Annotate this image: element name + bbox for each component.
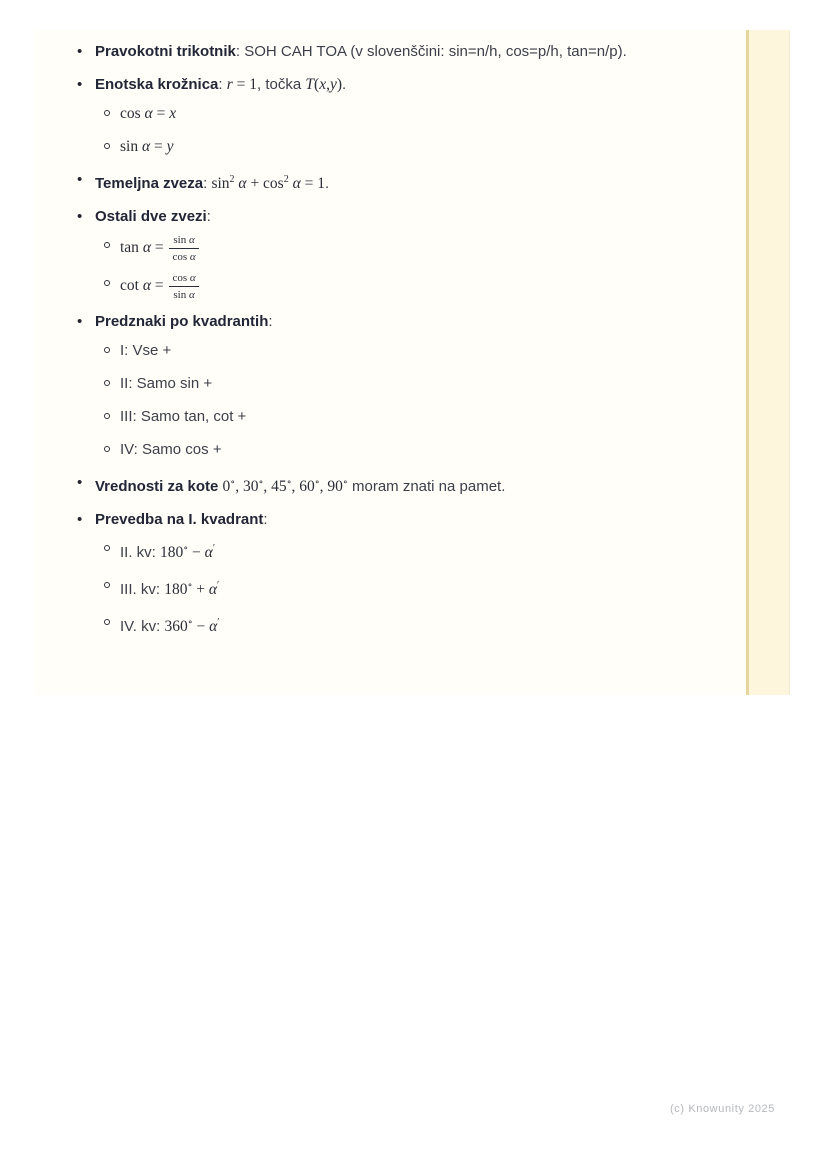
text-segment: α — [204, 544, 213, 561]
text-segment: cos — [172, 272, 190, 284]
text-segment: , točka — [257, 76, 306, 93]
text-segment: : — [263, 511, 268, 528]
text-segment: III: Samo tan, cot + — [120, 408, 247, 425]
circle-bullet-icon — [104, 347, 110, 353]
notes-list — [35, 30, 743, 646]
text-segment: IV: Samo cos + — [120, 441, 222, 458]
text-segment: , 90 — [319, 478, 343, 495]
item-text — [95, 469, 505, 500]
disc-bullet-icon: • — [77, 313, 83, 330]
item-text — [95, 506, 268, 533]
item-text — [120, 337, 171, 364]
list-item — [35, 71, 743, 98]
text-segment: 2 — [283, 174, 289, 185]
text-segment: α — [209, 618, 218, 635]
text-segment: − — [192, 618, 210, 635]
disc-bullet-icon: • — [77, 511, 83, 528]
list-item — [35, 203, 743, 230]
disc-bullet-icon: • — [77, 171, 83, 188]
item-text — [95, 38, 627, 65]
text-segment: Pravokotni trikotnik — [95, 43, 236, 60]
text-segment: α — [188, 234, 195, 246]
text-segment: = — [150, 239, 168, 256]
list-item — [35, 38, 743, 65]
text-segment: Temeljna zveza — [95, 175, 204, 192]
text-segment: α — [142, 277, 151, 294]
math-fraction — [169, 232, 198, 264]
text-segment: ) — [336, 76, 343, 93]
text-segment: α — [288, 175, 301, 192]
text-segment: 360 — [164, 618, 188, 635]
text-segment: sin — [173, 234, 189, 246]
text-segment: I: Vse + — [120, 342, 172, 359]
text-segment: Ostali dve zvezi — [95, 208, 207, 225]
sub-list-item — [35, 572, 743, 603]
disc-bullet-icon: • — [77, 76, 83, 93]
circle-bullet-icon — [104, 380, 110, 386]
item-text — [120, 370, 212, 397]
text-segment: α — [189, 251, 196, 263]
item-text — [120, 100, 176, 127]
text-segment: r — [226, 76, 233, 93]
text-segment: Enotska krožnica — [95, 76, 219, 93]
text-segment: = 1 — [232, 76, 258, 93]
item-text — [120, 232, 199, 264]
circle-bullet-icon — [104, 619, 110, 625]
text-segment: cos — [172, 251, 190, 263]
text-segment: ′ — [217, 617, 220, 628]
text-segment: . — [324, 175, 330, 192]
text-segment: = 1 — [300, 175, 325, 192]
text-segment: ∘ — [183, 543, 189, 554]
item-text — [95, 166, 329, 197]
text-segment: tan — [120, 239, 143, 256]
text-segment: = — [152, 105, 170, 122]
document-page — [35, 30, 790, 695]
text-segment: α — [208, 581, 217, 598]
sub-list-item — [35, 337, 743, 364]
item-text — [95, 71, 346, 98]
text-segment: + cos — [246, 175, 284, 192]
text-segment: sin — [211, 175, 230, 192]
text-segment: : — [218, 76, 227, 93]
text-segment: . — [342, 76, 347, 93]
text-segment: ∘ — [286, 477, 292, 488]
sub-list-item — [35, 535, 743, 566]
circle-bullet-icon — [104, 446, 110, 452]
circle-bullet-icon — [104, 413, 110, 419]
text-segment: , 60 — [291, 478, 315, 495]
circle-bullet-icon — [104, 280, 110, 286]
item-text — [120, 609, 219, 640]
text-segment: = — [150, 277, 168, 294]
text-segment: Prevedba na I. kvadrant — [95, 511, 264, 528]
text-segment: α — [142, 239, 151, 256]
text-segment: , 30 — [235, 478, 259, 495]
text-segment: x — [169, 105, 177, 122]
text-segment: 180 — [164, 581, 188, 598]
text-segment: cot — [120, 277, 143, 294]
text-segment: moram znati na pamet. — [347, 478, 506, 495]
text-segment: x — [319, 76, 327, 93]
item-text — [120, 270, 199, 302]
list-item — [35, 308, 743, 335]
item-text — [95, 308, 273, 335]
disc-bullet-icon: • — [77, 208, 83, 225]
text-segment: ′ — [212, 543, 215, 554]
circle-bullet-icon — [104, 242, 110, 248]
item-text — [120, 403, 246, 430]
list-item — [35, 166, 743, 197]
text-segment: + — [192, 581, 209, 598]
text-segment: α — [188, 289, 195, 301]
text-segment: ′ — [216, 580, 220, 591]
text-segment: ∘ — [187, 580, 193, 591]
item-text — [120, 133, 174, 160]
item-text — [95, 203, 211, 230]
text-segment: : — [268, 313, 273, 330]
sub-list-item — [35, 270, 743, 302]
disc-bullet-icon: • — [77, 474, 83, 491]
text-segment: Vrednosti za kote — [95, 478, 223, 495]
text-segment: ∘ — [314, 477, 320, 488]
item-text — [120, 436, 222, 463]
text-segment: ∘ — [187, 617, 193, 628]
text-segment: : SOH CAH TOA (v slovenščini: sin=n/h, cos=p/h, tan=n/p). — [235, 43, 627, 60]
circle-bullet-icon — [104, 582, 110, 588]
disc-bullet-icon: • — [77, 43, 83, 60]
text-segment: sin — [173, 289, 189, 301]
text-segment: ∘ — [342, 477, 348, 488]
text-segment: T — [305, 76, 315, 93]
text-segment: α — [234, 175, 247, 192]
sub-list-item — [35, 232, 743, 264]
text-segment: cos — [120, 105, 145, 122]
item-text — [120, 535, 215, 566]
highlight-stripe — [746, 30, 790, 695]
sub-list-item — [35, 370, 743, 397]
text-segment: III. kv: — [120, 581, 165, 598]
circle-bullet-icon — [104, 545, 110, 551]
text-segment: 2 — [229, 174, 235, 185]
sub-list-item — [35, 133, 743, 160]
sub-list-item — [35, 403, 743, 430]
text-segment: α — [144, 105, 153, 122]
list-item — [35, 506, 743, 533]
text-segment: ∘ — [230, 477, 236, 488]
text-segment: , 45 — [263, 478, 287, 495]
sub-list-item — [35, 436, 743, 463]
text-segment: α — [189, 272, 196, 284]
text-segment: ∘ — [258, 477, 264, 488]
text-segment: , — [326, 76, 330, 93]
text-segment: II: Samo sin + — [120, 375, 213, 392]
text-segment: − — [188, 544, 205, 561]
text-segment: ( — [314, 76, 320, 93]
text-segment: y — [329, 76, 337, 93]
text-segment: 180 — [160, 544, 184, 561]
circle-bullet-icon — [104, 143, 110, 149]
text-segment: = — [150, 138, 167, 155]
math-fraction — [169, 270, 198, 302]
text-segment: : — [206, 208, 211, 225]
text-segment: α — [141, 138, 151, 155]
text-segment: 0 — [222, 478, 231, 495]
text-segment: sin — [120, 138, 142, 155]
text-segment: y — [166, 138, 174, 155]
item-text — [120, 572, 219, 603]
text-segment: II. kv: — [120, 544, 161, 561]
text-segment: Predznaki po kvadrantih — [95, 313, 269, 330]
circle-bullet-icon — [104, 110, 110, 116]
text-segment: : — [203, 175, 212, 192]
text-segment: IV. kv: — [120, 618, 165, 635]
list-item — [35, 469, 743, 500]
sub-list-item — [35, 100, 743, 127]
sub-list-item — [35, 609, 743, 640]
watermark: (c) Knowunity 2025 — [670, 1103, 775, 1115]
